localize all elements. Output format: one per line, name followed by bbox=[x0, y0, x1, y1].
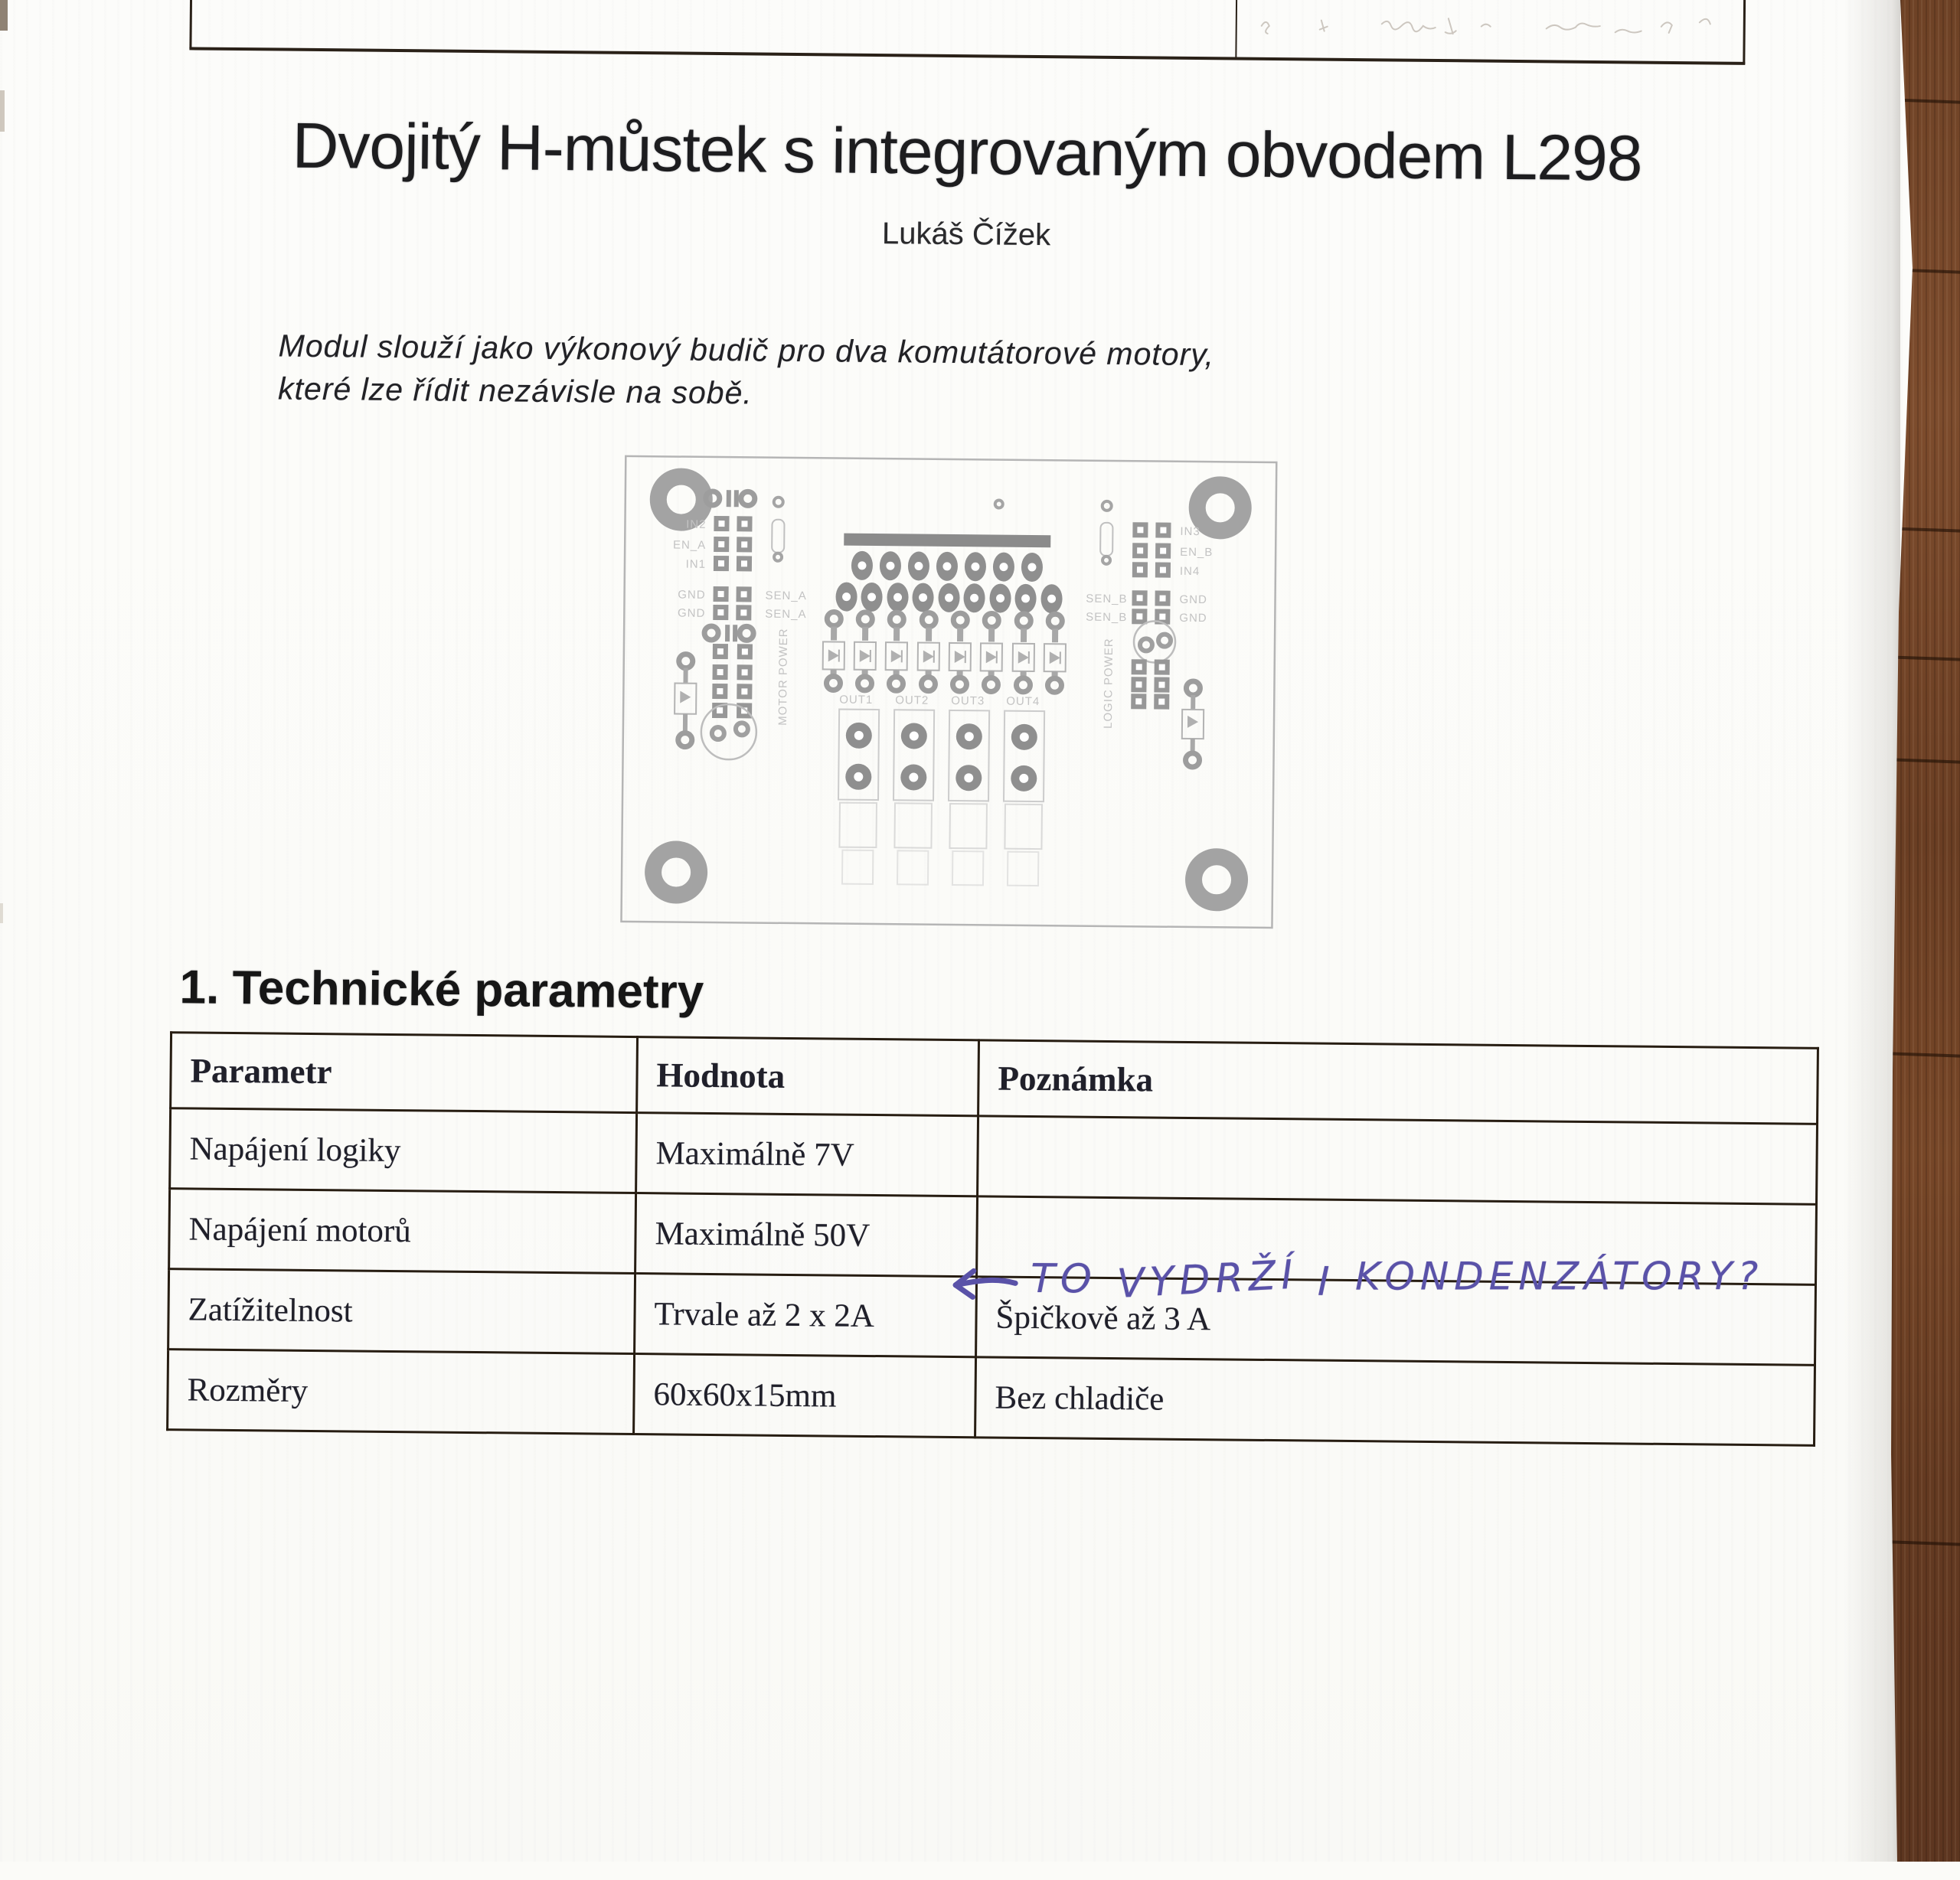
cell-parametr: Napájení logiky bbox=[170, 1108, 637, 1193]
scan-edge-speck bbox=[0, 903, 3, 923]
pcb-label-in3: IN3 bbox=[1180, 525, 1200, 538]
wood-seam bbox=[1883, 1540, 1960, 1546]
column-header-hodnota: Hodnota bbox=[637, 1037, 979, 1116]
cell-hodnota: Maximálně 7V bbox=[636, 1113, 978, 1196]
pcb-label-in4: IN4 bbox=[1180, 565, 1200, 578]
header-box-bottom-rule bbox=[189, 47, 1745, 65]
pcb-label-sen-a-1: SEN_A bbox=[765, 589, 806, 603]
header-box-left-rule bbox=[189, 0, 192, 48]
wood-seam bbox=[1883, 1052, 1960, 1058]
pcb-label-sen-a-2: SEN_A bbox=[765, 608, 806, 622]
pcb-label-gnd-2: GND bbox=[678, 607, 706, 620]
pcb-label-sen-b-2: SEN_B bbox=[1086, 611, 1127, 625]
cell-parametr: Rozměry bbox=[168, 1350, 635, 1434]
document-title: Dvojitý H-můstek s integrovaným obvodem L298 bbox=[190, 107, 1745, 196]
handnote-word: TO bbox=[1031, 1256, 1097, 1303]
cell-parametr: Napájení motorů bbox=[169, 1189, 636, 1274]
pcb-label-out4: OUT4 bbox=[1006, 695, 1040, 708]
handnote-word: KONDENZÁTORY? bbox=[1355, 1254, 1763, 1298]
pcb-label-gnd-4: GND bbox=[1179, 612, 1207, 625]
pcb-label-motor-power: MOTOR POWER bbox=[776, 628, 790, 726]
pcb-label-gnd-1: GND bbox=[678, 589, 706, 602]
column-header-poznamka: Poznámka bbox=[978, 1040, 1818, 1124]
cell-poznamka bbox=[978, 1116, 1818, 1205]
table-row bbox=[170, 1108, 1818, 1205]
pcb-label-gnd-3: GND bbox=[1179, 593, 1207, 606]
column-header-parametr: Parametr bbox=[171, 1033, 638, 1113]
abstract-line-2: které lze řídit nezávisle na sobě. bbox=[278, 367, 1641, 423]
scan-edge-speck bbox=[0, 0, 8, 31]
section-heading: 1. Technické parametry bbox=[179, 960, 704, 1020]
abstract-text bbox=[278, 325, 1642, 423]
cell-parametr: Zatížitelnost bbox=[168, 1269, 635, 1354]
cell-poznamka: Bez chladiče bbox=[975, 1357, 1815, 1446]
scan-edge-speck bbox=[0, 90, 5, 132]
pcb-label-out3: OUT3 bbox=[951, 694, 985, 707]
paper-edge-shadow bbox=[1844, 0, 1900, 1862]
cell-hodnota: Trvale až 2 x 2A bbox=[635, 1274, 977, 1357]
author-name: Lukáš Čížek bbox=[189, 210, 1743, 259]
pcb-label-logic-power: LOGIC POWER bbox=[1102, 638, 1116, 729]
handnote-word: VYDRŽÍ bbox=[1116, 1252, 1298, 1307]
header-box-right-rule bbox=[1743, 0, 1746, 64]
pcb-label-sen-b-1: SEN_B bbox=[1086, 592, 1127, 606]
header-box-mid-rule bbox=[1235, 0, 1237, 59]
pcb-layout-figure bbox=[619, 455, 1278, 929]
pcb-label-in2: IN2 bbox=[686, 518, 707, 531]
left-arrow-icon bbox=[946, 1258, 1021, 1309]
pcb-label-out1: OUT1 bbox=[839, 694, 873, 707]
pcb-label-en-a: EN_A bbox=[673, 538, 706, 551]
pcb-label-en-b: EN_B bbox=[1180, 546, 1213, 559]
table-row bbox=[168, 1350, 1815, 1446]
pencil-scribbles bbox=[1248, 6, 1738, 51]
handnote-word: I bbox=[1318, 1259, 1335, 1305]
cell-poznamka: Špičkově až 3 A bbox=[976, 1277, 1816, 1366]
cell-hodnota: Maximálně 50V bbox=[635, 1193, 978, 1277]
pcb-label-out2: OUT2 bbox=[895, 694, 929, 707]
cell-hodnota: 60x60x15mm bbox=[634, 1354, 976, 1438]
abstract-line-1: Modul slouží jako výkonový budič pro dva komutátorové motory, bbox=[278, 325, 1641, 380]
handwritten-annotation bbox=[946, 1212, 1775, 1342]
pcb-label-in1: IN1 bbox=[686, 558, 707, 571]
